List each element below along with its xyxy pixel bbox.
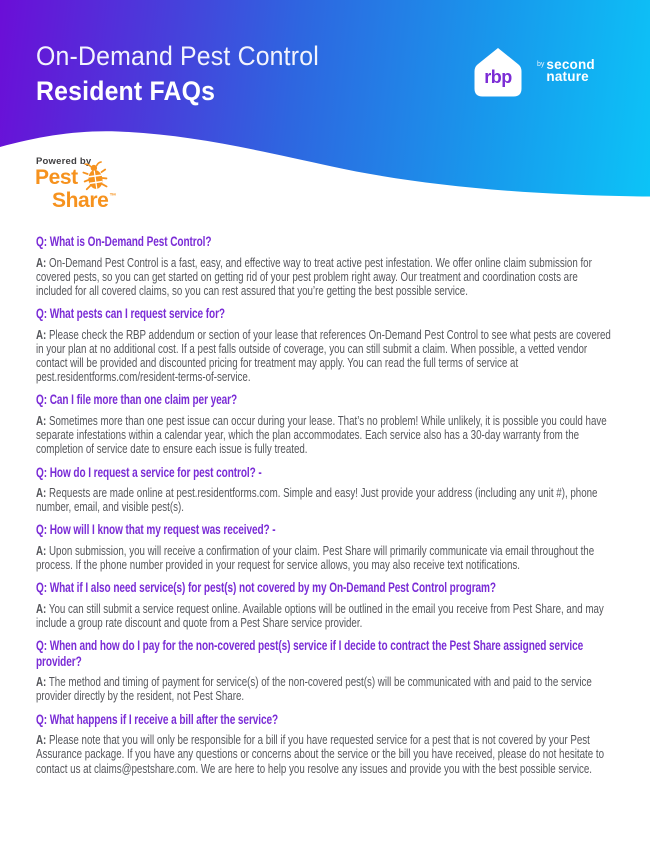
faq-answer <box>36 733 614 776</box>
answer-prefix: A: <box>36 412 47 428</box>
faq-question: Q: What happens if I receive a bill after the service? <box>36 711 279 727</box>
answer-text: Sometimes more than one pest issue can occur during your lease. That’s no problem! While unlikely, it is possible you could have separate infestations within a calendar year, which the plan accommodates. Each service also has a 30-day warranty from the completion of service date to ensure each issue is fully treated. <box>36 412 607 457</box>
faq-question: Q: When and how do I pay for the non-covered pest(s) service if I decide to contract the Pest Share assigned service provider? <box>36 638 584 669</box>
faq-answer <box>36 602 614 630</box>
faq-item <box>36 638 614 703</box>
faq-item <box>36 306 614 384</box>
title-line-2: Resident FAQs <box>36 76 216 106</box>
second-nature-line-1: second <box>546 57 595 72</box>
faq-question: Q: What pests can I request service for? <box>36 306 225 322</box>
rbp-logo <box>466 42 530 106</box>
faq-item <box>36 392 614 456</box>
faq-answer <box>36 486 614 514</box>
faq-answer <box>36 544 614 572</box>
answer-prefix: A: <box>36 542 47 558</box>
title-line-1: On-Demand Pest Control <box>36 41 319 71</box>
faq-question: Q: What is On-Demand Pest Control? <box>36 234 212 249</box>
rbp-brand <box>466 42 595 106</box>
answer-text: On-Demand Pest Control is a fast, easy, and effective way to treat active pest infestation. We offer online claim submission for covered pests, so you can get started on getting rid of your pest problem right away. Our treatment and coordination costs are included for all covered claims, so you can rest assured that you’re getting the best possible service. <box>36 254 592 298</box>
answer-text: The method and timing of payment for service(s) of the non-covered pest(s) will be communicated with and paid to the service provider directly by the resident, not Pest Share. <box>36 674 592 704</box>
pestshare-word-share: Share <box>52 189 109 212</box>
faq-item <box>36 522 614 572</box>
faq-question: Q: How do I request a service for pest control? - <box>36 464 262 480</box>
faq-answer <box>36 256 614 299</box>
answer-text: Please note that you will only be responsible for a bill if you have requested service for a pest that is not covered by your Pest Assurance package. If you have any questions or concerns about the service or the bill you have received, please do not hesitate to contact us at claims@pestshare.com. We are here to help you resolve any issues and provide you with the best possible service. <box>36 732 605 776</box>
bug-icon <box>80 159 110 192</box>
pestshare-word-pest: Pest <box>35 166 78 189</box>
answer-text: Please check the RBP addendum or section of your lease that references On-Demand Pest Control to see what pests are covered in your plan at no additional cost. If a pest falls outside of coverage, you can still submit a claim. When possible, a vetted vendor contact will be provided and discounted pricing for treatment may apply. You can read the full terms of service at pest.residentforms.com/resident-terms-of-service. <box>36 326 611 385</box>
pestshare-logo <box>35 156 116 211</box>
answer-text: Requests are made online at pest.residentforms.com. Simple and easy! Just provide your address (including any unit #), phone number, email, and visible pest(s). <box>36 485 598 515</box>
second-nature-line-2: nature <box>546 68 589 84</box>
answer-prefix: A: <box>36 326 47 342</box>
by-label: by <box>537 61 545 68</box>
answer-prefix: A: <box>36 254 47 270</box>
faq-question: Q: What if I also need service(s) for pest(s) not covered by my On-Demand Pest Control program? <box>36 580 496 596</box>
faq-answer <box>36 675 614 703</box>
faq-content <box>0 212 650 776</box>
trademark-symbol: ™ <box>109 193 117 200</box>
answer-prefix: A: <box>36 674 47 690</box>
answer-text: Upon submission, you will receive a confirmation of your claim. Pest Share will primarily communicate via email throughout the process. If the phone number provided in your request for service allows, you may also receive text notifications. <box>36 542 595 573</box>
faq-answer <box>36 414 614 457</box>
faq-item <box>36 712 614 776</box>
second-nature-wordmark <box>537 59 595 106</box>
rbp-logo-text: rbp <box>484 67 512 87</box>
faq-question: Q: How will I know that my request was received? - <box>36 522 276 538</box>
faq-answer <box>36 328 614 385</box>
faq-item <box>36 580 614 630</box>
hero-header <box>0 0 650 212</box>
faq-item <box>36 234 614 298</box>
answer-prefix: A: <box>36 485 47 501</box>
faq-question: Q: Can I file more than one claim per year? <box>36 392 238 408</box>
answer-prefix: A: <box>36 600 47 616</box>
faq-item <box>36 465 614 515</box>
page-title <box>36 40 319 108</box>
powered-by-label: Powered by <box>36 156 92 167</box>
answer-text: You can still submit a service request online. Available options will be outlined in the email you receive from Pest Share, and may include a group rate discount and quote from a Pest Share service provider. <box>36 600 604 631</box>
answer-prefix: A: <box>36 732 47 748</box>
